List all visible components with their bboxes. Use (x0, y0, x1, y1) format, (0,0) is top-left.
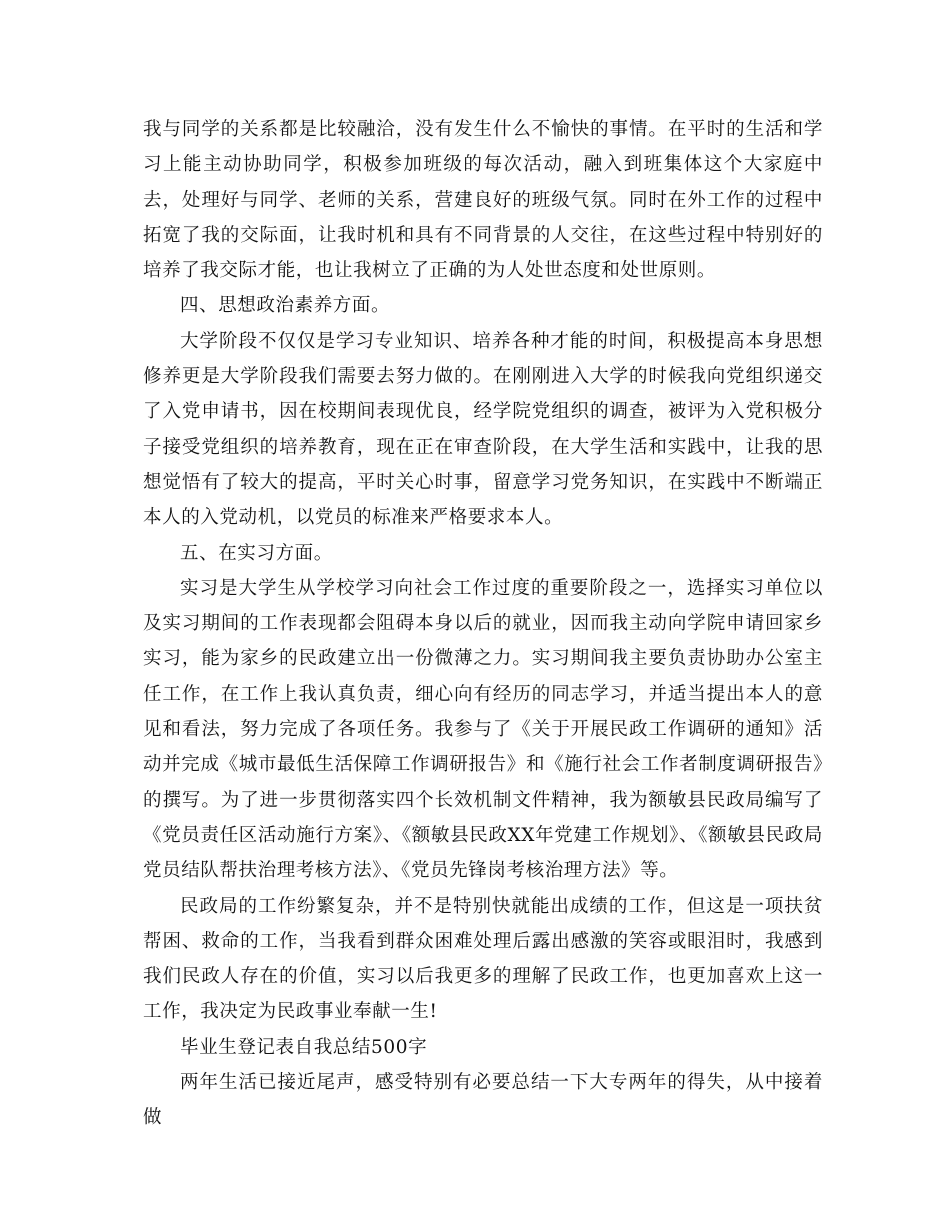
section-heading-internship: 五、在实习方面。 (180, 542, 333, 564)
paragraph-civil-affairs: 民政局的工作纷繁复杂，并不是特别快就能出成绩的工作，但这是一项扶贫帮困、救命的工作，当我看到群众困难处理后露出感激的笑容或眼泪时，我感到我们民政人存在的价值，实习以后我更多的理解了民政工作，也更加喜欢上这一工作，我决定为民政事业奉献一生! (143, 895, 823, 1023)
section-heading-political: 四、思想政治素养方面。 (180, 295, 391, 317)
paragraph-summary-intro: 两年生活已接近尾声，感受特别有必要总结一下大专两年的得失，从中接着做 (143, 1072, 823, 1129)
paragraph-political: 大学阶段不仅仅是学习专业知识、培养各种才能的时间，积极提高本身思想修养更是大学阶段我们需要去努力做的。在刚刚进入大学的时候我向党组织递交了入党申请书，因在校期间表现优良，经学院党组织的调查，被评为入党积极分子接受党组织的培养教育，现在正在审查阶段，在大学生活和实践中，让我的思想觉悟有了较大的提高，平时关心时事，留意学习党务知识，在实践中不断端正本人的入党动机，以党员的标准来严格要求本人。 (143, 330, 823, 529)
section-heading-summary: 毕业生登记表自我总结500字 (180, 1036, 428, 1058)
document-body (143, 112, 823, 1136)
paragraph-relationships: 我与同学的关系都是比较融洽，没有发生什么不愉快的事情。在平时的生活和学习上能主动协助同学，积极参加班级的每次活动，融入到班集体这个大家庭中去，处理好与同学、老师的关系，营建良好的班级气氛。同时在外工作的过程中拓宽了我的交际面，让我时机和具有不同背景的人交往，在这些过程中特别好的培养了我交际才能，也让我树立了正确的为人处世态度和处世原则。 (143, 119, 823, 282)
paragraph-internship: 实习是大学生从学校学习向社会工作过度的重要阶段之一，选择实习单位以及实习期间的工作表现都会阻碍本身以后的就业，因而我主动向学院申请回家乡实习，能为家乡的民政建立出一份微薄之力。实习期间我主要负责协助办公室主任工作，在工作上我认真负责，细心向有经历的同志学习，并适当提出本人的意见和看法，努力完成了各项任务。我参与了《关于开展民政工作调研的通知》活动并完成《城市最低生活保障工作调研报告》和《施行社会工作者制度调研报告》的撰写。为了进一步贯彻落实四个长效机制文件精神，我为额敏县民政局编写了《党员责任区活动施行方案》、《额敏县民政XX年党建工作规划》、《额敏县民政局党员结队帮扶治理考核方法》、《党员先锋岗考核治理方法》等。 (143, 577, 823, 882)
